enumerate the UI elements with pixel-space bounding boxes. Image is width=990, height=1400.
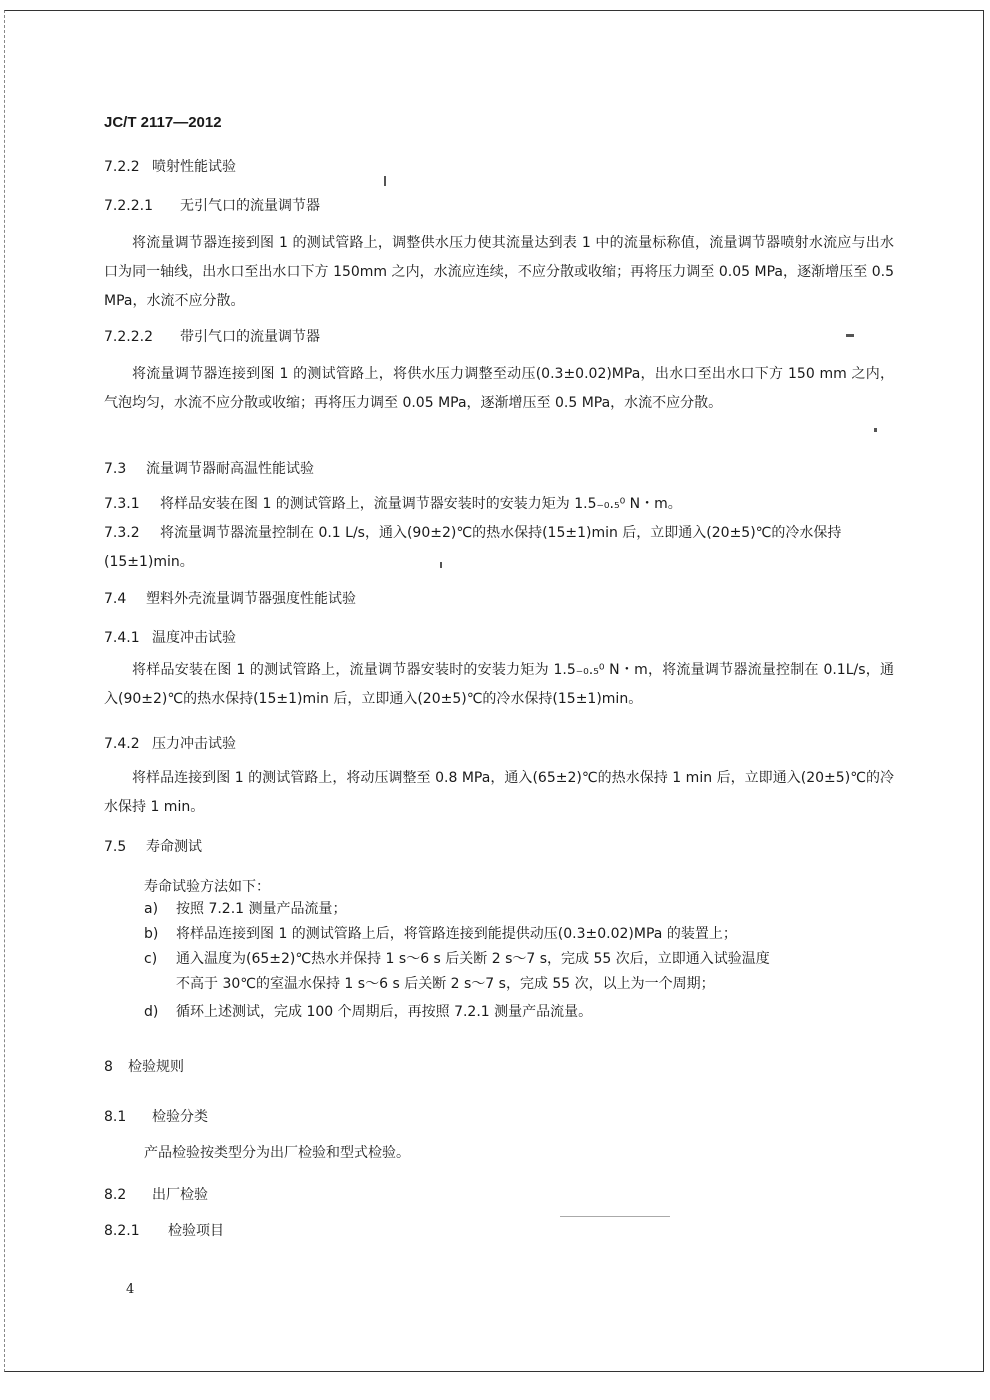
scan-speck bbox=[874, 428, 877, 432]
heading-8-2: 8.2 出厂检验 bbox=[104, 1187, 208, 1203]
heading-7-3: 7.3 流量调节器耐高温性能试验 bbox=[104, 461, 314, 477]
heading-8: 8 检验规则 bbox=[104, 1059, 184, 1075]
heading-7-4-1: 7.4.1 温度冲击试验 bbox=[104, 630, 236, 646]
heading-7-2-2-1: 7.2.2.1 无引气口的流量调节器 bbox=[104, 198, 320, 214]
scan-speck bbox=[440, 562, 442, 568]
paragraph-7-2-2-2: 将流量调节器连接到图 1 的测试管路上，将供水压力调整至动压(0.3±0.02)MPa，出水口至出水口下方 150 mm 之内，气泡均匀，水流不应分散或收缩；再将压力调至 0.05 MPa，逐渐增压至 0.5 MPa，水流不应分散。 bbox=[104, 366, 894, 411]
scan-speck bbox=[560, 1216, 670, 1217]
page-number: 4 bbox=[126, 1282, 135, 1297]
paragraph-7-4-1: 将样品安装在图 1 的测试管路上，流量调节器安装时的安装力矩为 1.5₋₀.₅⁰ N・m，将流量调节器流量控制在 0.1L/s，通入(90±2)℃的热水保持(15±1)min 后，立即通入(20±5)℃的冷水保持(15±1)min。 bbox=[104, 662, 894, 707]
paragraph-7-2-2-1: 将流量调节器连接到图 1 的测试管路上，调整供水压力使其流量达到表 1 中的流量标称值，流量调节器喷射水流应与出水口为同一轴线，出水口至出水口下方 150mm 之内，水流应连续，不应分散或收缩；再将压力调至 0.05 MPa，逐渐增压至 0.5 MPa，水流不应分散。 bbox=[104, 235, 894, 309]
list-item-b: b) 将样品连接到图 1 的测试管路上后，将管路连接到能提供动压(0.3±0.02)MPa 的装置上； bbox=[144, 926, 737, 942]
heading-8-1: 8.1 检验分类 bbox=[104, 1109, 208, 1125]
clause-7-3-1: 7.3.1 将样品安装在图 1 的测试管路上，流量调节器安装时的安装力矩为 1.5₋₀.₅⁰ N・m。 bbox=[104, 496, 682, 512]
list-item-c: c) 通入温度为(65±2)℃热水并保持 1 s～6 s 后关断 2 s～7 s，完成 55 次后，立即通入试验温度 不高于 30℃的室温水保持 1 s～6 s 后关断 2 s～7 s，完成 55 次，以上为一个周期； bbox=[144, 951, 770, 992]
list-item-a: a) 按照 7.2.1 测量产品流量； bbox=[144, 901, 347, 917]
standard-number: JC/T 2117—2012 bbox=[104, 114, 222, 131]
paragraph-7-4-2: 将样品连接到图 1 的测试管路上，将动压调整至 0.8 MPa，通入(65±2)℃的热水保持 1 min 后，立即通入(20±5)℃的冷水保持 1 min。 bbox=[104, 770, 894, 815]
heading-7-4: 7.4 塑料外壳流量调节器强度性能试验 bbox=[104, 591, 356, 607]
heading-7-4-2: 7.4.2 压力冲击试验 bbox=[104, 736, 236, 752]
heading-7-5: 7.5 寿命测试 bbox=[104, 839, 202, 855]
heading-8-2-1: 8.2.1 检验项目 bbox=[104, 1223, 224, 1239]
list-intro: 寿命试验方法如下： bbox=[144, 879, 270, 895]
list-item-d: d) 循环上述测试，完成 100 个周期后，再按照 7.2.1 测量产品流量。 bbox=[144, 1004, 593, 1020]
clause-7-3-2: 7.3.2 将流量调节器流量控制在 0.1 L/s，通入(90±2)℃的热水保持(15±1)min 后，立即通入(20±5)℃的冷水保持(15±1)min。 bbox=[104, 525, 842, 570]
heading-7-2-2-2: 7.2.2.2 带引气口的流量调节器 bbox=[104, 329, 320, 345]
heading-7-2-2: 7.2.2 喷射性能试验 bbox=[104, 159, 236, 175]
scan-speck bbox=[846, 334, 854, 337]
paragraph-8-1: 产品检验按类型分为出厂检验和型式检验。 bbox=[144, 1145, 410, 1161]
scan-speck bbox=[384, 176, 386, 186]
